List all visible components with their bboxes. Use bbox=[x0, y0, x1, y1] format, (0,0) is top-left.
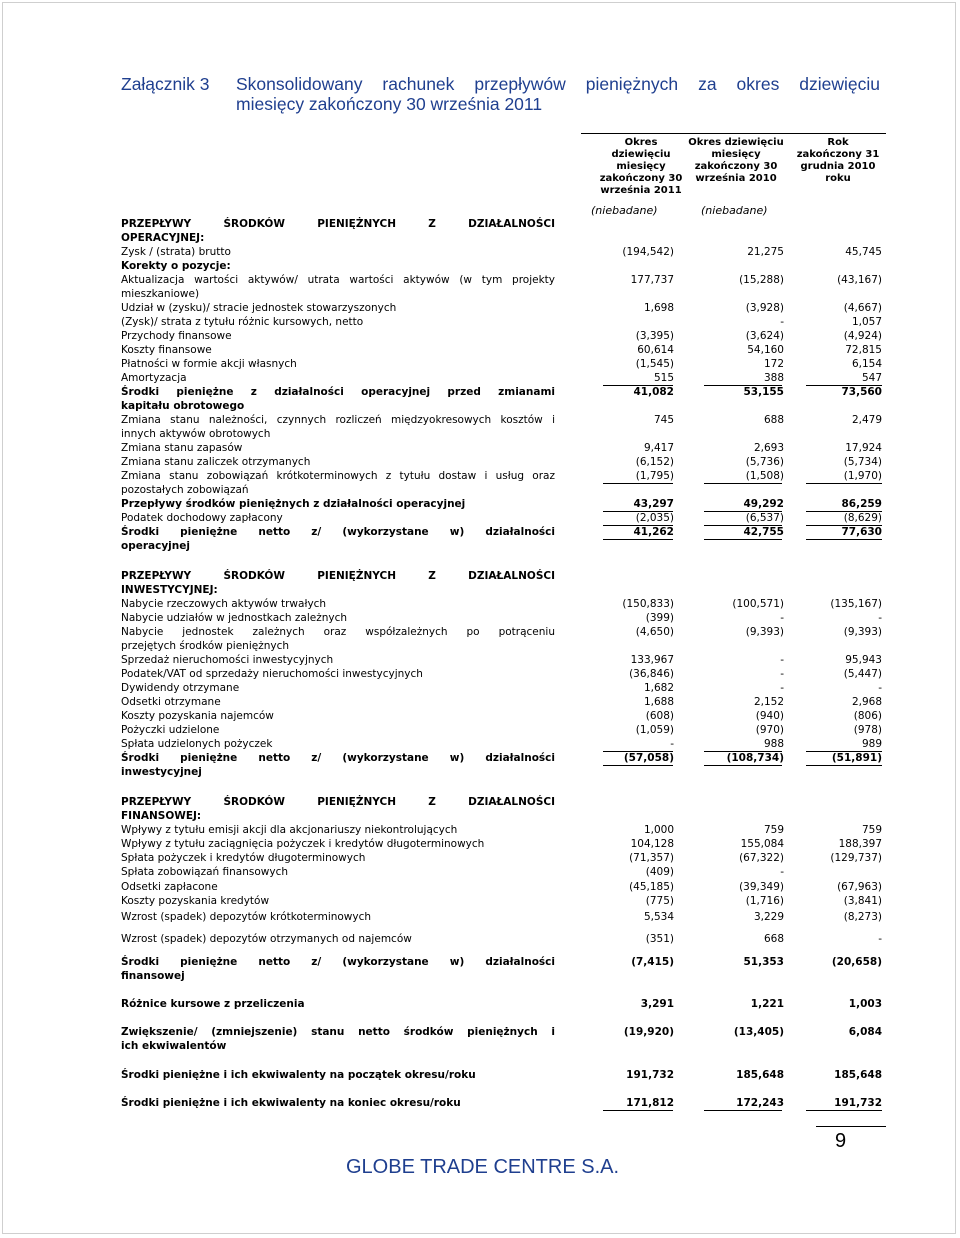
row-value: 1,003 bbox=[848, 998, 882, 1010]
table-row bbox=[121, 371, 886, 385]
table-row bbox=[121, 259, 886, 273]
row-label: Nabycie rzeczowych aktywów trwałych bbox=[121, 598, 327, 610]
row-value: 2,152 bbox=[753, 696, 784, 708]
column-header-line: Okres dziewięciu bbox=[688, 137, 784, 148]
row-label: Zmiana stanu zapasów bbox=[121, 442, 243, 454]
table-row bbox=[121, 1025, 886, 1052]
table-row bbox=[121, 1068, 886, 1082]
table-row bbox=[121, 469, 886, 496]
row-label: Przepływy środków pieniężnych z działalności operacyjnej bbox=[121, 498, 466, 510]
row-label: Aktualizacja wartości aktywów/ utrata wartości aktywów (w tym projekty bbox=[121, 274, 555, 286]
row-label: Wzrost (spadek) depozytów otrzymanych od najemców bbox=[121, 933, 412, 945]
row-label: Różnice kursowe z przeliczenia bbox=[121, 998, 305, 1010]
row-value: (1,059) bbox=[635, 724, 674, 736]
table-row bbox=[121, 273, 886, 300]
row-label: Koszty pozyskania najemców bbox=[121, 710, 274, 722]
column-header-line: miesięcy bbox=[616, 161, 666, 172]
row-label: (Zysk)/ strata z tytułu różnic kursowych, netto bbox=[121, 316, 364, 328]
company-name: GLOBE TRADE CENTRE S.A. bbox=[346, 1156, 620, 1178]
total-underline bbox=[704, 525, 782, 526]
row-value: (775) bbox=[645, 895, 674, 907]
row-label: Odsetki otrzymane bbox=[121, 696, 221, 708]
row-value: (1,716) bbox=[745, 895, 784, 907]
row-value: - bbox=[780, 654, 784, 666]
row-value: - bbox=[780, 612, 784, 624]
row-value: - bbox=[670, 738, 674, 750]
row-value: 2,968 bbox=[851, 696, 882, 708]
total-underline bbox=[806, 539, 882, 540]
table-row bbox=[121, 245, 886, 259]
row-label: pozostałych zobowiązań bbox=[121, 484, 249, 496]
row-value: 191,732 bbox=[834, 1097, 882, 1109]
total-underline bbox=[603, 483, 673, 484]
row-value: - bbox=[780, 682, 784, 694]
table-row bbox=[121, 413, 886, 440]
row-value: 688 bbox=[763, 414, 784, 426]
table-row bbox=[121, 611, 886, 625]
row-value: 21,275 bbox=[747, 246, 784, 258]
row-label: Spłata zobowiązań finansowych bbox=[121, 866, 289, 878]
row-value: (71,357) bbox=[629, 852, 674, 864]
row-label: Wpływy z tytułu zaciągnięcia pożyczek i kredytów długoterminowych bbox=[121, 838, 485, 850]
row-value: 45,745 bbox=[845, 246, 882, 258]
row-label: Wzrost (spadek) depozytów krótkoterminowych bbox=[121, 911, 372, 923]
total-underline bbox=[806, 511, 882, 512]
row-value: 17,924 bbox=[845, 442, 882, 454]
row-value: (1,545) bbox=[635, 358, 674, 370]
table-row bbox=[121, 667, 886, 681]
row-value: (3,395) bbox=[635, 330, 674, 342]
column-header-line: grudnia 2010 bbox=[800, 161, 876, 172]
table-row bbox=[121, 894, 886, 908]
row-label: Podatek/VAT od sprzedaży nieruchomości inwestycyjnych bbox=[121, 668, 423, 680]
total-underline bbox=[603, 525, 673, 526]
row-value: 1,000 bbox=[643, 824, 674, 836]
row-value: 172 bbox=[763, 358, 784, 370]
row-value: 53,155 bbox=[743, 386, 784, 398]
table-row bbox=[121, 343, 886, 357]
row-value: 86,259 bbox=[841, 498, 882, 510]
table-row bbox=[121, 997, 886, 1011]
row-label: PRZEPŁYWY ŚRODKÓW PIENIĘŻNYCH Z DZIAŁALNOŚCI bbox=[121, 218, 555, 230]
unaudited-note-2011: (niebadane) bbox=[591, 204, 658, 217]
page-number-rule bbox=[816, 1126, 886, 1127]
row-label: FINANSOWEJ: bbox=[121, 810, 202, 822]
row-label: PRZEPŁYWY ŚRODKÓW PIENIĘŻNYCH Z DZIAŁALNOŚCI bbox=[121, 570, 555, 582]
row-value: (5,736) bbox=[745, 456, 784, 468]
table-row bbox=[121, 329, 886, 343]
row-value: (15,288) bbox=[739, 274, 784, 286]
row-label: Zwiększenie/ (zmniejszenie) stanu netto środków pieniężnych i bbox=[121, 1026, 555, 1038]
row-label: Koszty pozyskania kredytów bbox=[121, 895, 270, 907]
total-underline bbox=[603, 385, 673, 386]
table-row bbox=[121, 880, 886, 894]
row-value: 177,737 bbox=[630, 274, 674, 286]
row-value: 2,693 bbox=[753, 442, 784, 454]
table-row bbox=[121, 315, 886, 329]
table-row bbox=[121, 385, 886, 412]
row-value: 1,688 bbox=[643, 696, 674, 708]
row-label: Zmiana stanu zobowiązań krótkoterminowych z tytułu dostaw i usług oraz bbox=[121, 470, 555, 482]
row-value: - bbox=[878, 682, 882, 694]
row-value: (150,833) bbox=[622, 598, 674, 610]
row-label: Płatności w formie akcji własnych bbox=[121, 358, 297, 370]
row-value: (19,920) bbox=[623, 1026, 674, 1038]
column-header-line: września 2011 bbox=[600, 185, 682, 196]
row-value: 171,812 bbox=[626, 1097, 674, 1109]
row-value: 42,755 bbox=[743, 526, 784, 538]
row-label: Wpływy z tytułu emisji akcji dla akcjonariuszy niekontrolujących bbox=[121, 824, 458, 836]
row-value: (9,393) bbox=[843, 626, 882, 638]
row-label: Przychody finansowe bbox=[121, 330, 232, 342]
row-value: (51,891) bbox=[831, 752, 882, 764]
total-underline bbox=[603, 1110, 673, 1111]
table-row bbox=[121, 357, 886, 371]
row-value: - bbox=[780, 668, 784, 680]
row-value: 49,292 bbox=[743, 498, 784, 510]
total-underline bbox=[806, 751, 882, 752]
row-value: (36,846) bbox=[629, 668, 674, 680]
row-value: (39,349) bbox=[739, 881, 784, 893]
row-value: (1,795) bbox=[635, 470, 674, 482]
row-value: (351) bbox=[645, 933, 674, 945]
row-value: 5,534 bbox=[643, 911, 674, 923]
page-number: 9 bbox=[835, 1130, 847, 1152]
row-label: Nabycie jednostek zależnych oraz współzależnych po potrąceniu bbox=[121, 626, 555, 638]
row-label: operacyjnej bbox=[121, 540, 190, 552]
row-value: 1,682 bbox=[643, 682, 674, 694]
row-label: Pożyczki udzielone bbox=[121, 724, 220, 736]
row-label: OPERACYJNEJ: bbox=[121, 232, 205, 244]
column-header-line: zakończony 31 bbox=[796, 149, 880, 160]
total-underline bbox=[704, 539, 782, 540]
table-row bbox=[121, 851, 886, 865]
row-value: 133,967 bbox=[630, 654, 674, 666]
row-label: ich ekwiwalentów bbox=[121, 1040, 227, 1052]
title-line-1: Skonsolidowany rachunek przepływów pieniężnych za okres dziewięciu bbox=[236, 74, 880, 94]
row-label: Spłata pożyczek i kredytów długoterminowych bbox=[121, 852, 366, 864]
row-label: Amortyzacja bbox=[121, 372, 187, 384]
row-value: 1,221 bbox=[750, 998, 784, 1010]
row-value: 6,084 bbox=[848, 1026, 882, 1038]
table-row bbox=[121, 751, 886, 778]
row-value: 155,084 bbox=[740, 838, 784, 850]
row-value: (399) bbox=[645, 612, 674, 624]
row-label: Zmiana stanu należności, czynnych rozliczeń międzyokresowych kosztów i bbox=[121, 414, 555, 426]
row-value: 41,082 bbox=[633, 386, 674, 398]
row-value: (45,185) bbox=[629, 881, 674, 893]
row-value: (20,658) bbox=[831, 956, 882, 968]
row-label: INWESTYCYJNEJ: bbox=[121, 584, 218, 596]
table-row bbox=[121, 511, 886, 525]
row-value: (13,405) bbox=[733, 1026, 784, 1038]
table-row bbox=[121, 910, 886, 924]
row-label: Udział w (zysku)/ stracie jednostek stowarzyszonych bbox=[121, 302, 397, 314]
row-value: (9,393) bbox=[745, 626, 784, 638]
row-label: Środki pieniężne netto z/ (wykorzystane w) działalności bbox=[121, 526, 555, 538]
row-label: Spłata udzielonych pożyczek bbox=[121, 738, 273, 750]
row-label: Środki pieniężne i ich ekwiwalenty na koniec okresu/roku bbox=[121, 1097, 461, 1109]
row-value: 759 bbox=[861, 824, 882, 836]
table-row bbox=[121, 525, 886, 552]
total-underline bbox=[603, 765, 673, 766]
total-underline bbox=[704, 511, 782, 512]
column-header-line: miesięcy bbox=[711, 149, 761, 160]
table-row bbox=[121, 865, 886, 879]
total-underline bbox=[704, 765, 782, 766]
row-label: Zysk / (strata) brutto bbox=[121, 246, 231, 258]
row-value: 72,815 bbox=[845, 344, 882, 356]
total-underline bbox=[806, 1110, 882, 1111]
table-row bbox=[121, 695, 886, 709]
row-value: (1,970) bbox=[843, 470, 882, 482]
row-label: Dywidendy otrzymane bbox=[121, 682, 240, 694]
row-value: 60,614 bbox=[637, 344, 674, 356]
row-value: (3,841) bbox=[843, 895, 882, 907]
row-label: PRZEPŁYWY ŚRODKÓW PIENIĘŻNYCH Z DZIAŁALNOŚCI bbox=[121, 796, 555, 808]
row-value: 185,648 bbox=[834, 1069, 882, 1081]
row-value: (940) bbox=[755, 710, 784, 722]
row-value: 1,698 bbox=[643, 302, 674, 314]
row-value: 2,479 bbox=[851, 414, 882, 426]
title-line-2: miesięcy zakończony 30 września 2011 bbox=[236, 94, 543, 114]
table-row bbox=[121, 837, 886, 851]
column-header-line: roku bbox=[825, 173, 851, 184]
row-value: (3,928) bbox=[745, 302, 784, 314]
total-underline bbox=[806, 483, 882, 484]
table-row bbox=[121, 1096, 886, 1110]
row-value: 73,560 bbox=[841, 386, 882, 398]
table-row bbox=[121, 955, 886, 982]
table-row bbox=[121, 625, 886, 652]
column-header-2010 bbox=[680, 137, 792, 185]
row-value: 1,057 bbox=[851, 316, 882, 328]
row-value: 988 bbox=[763, 738, 784, 750]
total-underline bbox=[704, 751, 782, 752]
row-value: (43,167) bbox=[837, 274, 882, 286]
total-underline bbox=[806, 765, 882, 766]
table-row bbox=[121, 737, 886, 751]
total-underline bbox=[603, 511, 673, 512]
total-underline bbox=[806, 525, 882, 526]
row-label: Środki pieniężne netto z/ (wykorzystane w) działalności bbox=[121, 956, 555, 968]
row-value: 51,353 bbox=[743, 956, 784, 968]
row-value: (100,571) bbox=[732, 598, 784, 610]
row-label: inwestycyjnej bbox=[121, 766, 202, 778]
table-row bbox=[121, 217, 886, 244]
row-value: (1,508) bbox=[745, 470, 784, 482]
row-value: (108,734) bbox=[726, 752, 784, 764]
row-value: 388 bbox=[763, 372, 784, 384]
column-header-line: września 2010 bbox=[695, 173, 777, 184]
row-value: (409) bbox=[645, 866, 674, 878]
total-underline bbox=[603, 539, 673, 540]
table-row bbox=[121, 441, 886, 455]
row-value: (135,167) bbox=[830, 598, 882, 610]
row-value: 3,229 bbox=[753, 911, 784, 923]
total-underline bbox=[806, 385, 882, 386]
row-value: (3,624) bbox=[745, 330, 784, 342]
row-value: 41,262 bbox=[633, 526, 674, 538]
row-label: Korekty o pozycje: bbox=[121, 260, 231, 272]
column-header-line: Rok bbox=[827, 137, 849, 148]
row-value: (4,650) bbox=[635, 626, 674, 638]
table-row bbox=[121, 681, 886, 695]
table-row bbox=[121, 301, 886, 315]
row-value: (970) bbox=[755, 724, 784, 736]
table-row bbox=[121, 653, 886, 667]
row-value: (194,542) bbox=[622, 246, 674, 258]
row-value: (2,035) bbox=[635, 512, 674, 524]
row-value: - bbox=[878, 933, 882, 945]
row-value: 745 bbox=[653, 414, 674, 426]
row-value: (7,415) bbox=[631, 956, 674, 968]
total-underline bbox=[603, 751, 673, 752]
row-label: Środki pieniężne netto z/ (wykorzystane w) działalności bbox=[121, 752, 555, 764]
row-value: (57,058) bbox=[623, 752, 674, 764]
row-value: (67,963) bbox=[837, 881, 882, 893]
row-value: 759 bbox=[763, 824, 784, 836]
row-value: 3,291 bbox=[640, 998, 674, 1010]
table-row bbox=[121, 497, 886, 511]
row-value: (4,667) bbox=[843, 302, 882, 314]
row-value: 95,943 bbox=[845, 654, 882, 666]
row-value: 77,630 bbox=[841, 526, 882, 538]
row-label: Środki pieniężne i ich ekwiwalenty na początek okresu/roku bbox=[121, 1069, 476, 1081]
row-value: 9,417 bbox=[643, 442, 674, 454]
table-row bbox=[121, 932, 886, 946]
column-header-line: zakończony 30 bbox=[694, 161, 778, 172]
row-value: (129,737) bbox=[830, 852, 882, 864]
row-label: innych aktywów obrotowych bbox=[121, 428, 271, 440]
row-label: mieszkaniowe) bbox=[121, 288, 200, 300]
row-value: (5,447) bbox=[843, 668, 882, 680]
column-header-line: Okres bbox=[624, 137, 658, 148]
table-row bbox=[121, 709, 886, 723]
table-row bbox=[121, 569, 886, 596]
row-value: (6,152) bbox=[635, 456, 674, 468]
row-value: 191,732 bbox=[626, 1069, 674, 1081]
total-underline bbox=[704, 483, 782, 484]
column-header-line: dziewięciu bbox=[611, 149, 671, 160]
table-row bbox=[121, 597, 886, 611]
row-value: (806) bbox=[853, 710, 882, 722]
table-row bbox=[121, 455, 886, 469]
total-underline bbox=[704, 1110, 782, 1111]
row-value: 43,297 bbox=[633, 498, 674, 510]
row-value: (608) bbox=[645, 710, 674, 722]
row-value: 54,160 bbox=[747, 344, 784, 356]
header-rule bbox=[581, 133, 886, 134]
row-label: Nabycie udziałów w jednostkach zależnych bbox=[121, 612, 348, 624]
row-value: - bbox=[780, 316, 784, 328]
annex-number: Załącznik 3 bbox=[121, 74, 210, 94]
column-header-year-2010 bbox=[790, 137, 886, 185]
row-label: kapitału obrotowego bbox=[121, 400, 245, 412]
row-value: - bbox=[780, 866, 784, 878]
table-row bbox=[121, 723, 886, 737]
table-row bbox=[121, 823, 886, 837]
row-value: 547 bbox=[861, 372, 882, 384]
row-label: Odsetki zapłacone bbox=[121, 881, 218, 893]
row-label: przejętych środków pieniężnych bbox=[121, 640, 290, 652]
row-value: 6,154 bbox=[851, 358, 882, 370]
row-value: 989 bbox=[861, 738, 882, 750]
row-label: Sprzedaż nieruchomości inwestycyjnych bbox=[121, 654, 334, 666]
row-label: Środki pieniężne z działalności operacyjnej przed zmianami bbox=[121, 386, 555, 398]
row-value: 172,243 bbox=[736, 1097, 784, 1109]
row-value: (4,924) bbox=[843, 330, 882, 342]
column-header-line: zakończony 30 bbox=[599, 173, 683, 184]
unaudited-note-2010: (niebadane) bbox=[701, 204, 768, 217]
total-underline bbox=[704, 385, 782, 386]
row-value: 104,128 bbox=[630, 838, 674, 850]
row-value: 185,648 bbox=[736, 1069, 784, 1081]
row-value: (8,273) bbox=[843, 911, 882, 923]
row-value: (8,629) bbox=[843, 512, 882, 524]
row-value: 188,397 bbox=[838, 838, 882, 850]
row-value: (6,537) bbox=[745, 512, 784, 524]
row-value: 515 bbox=[653, 372, 674, 384]
row-value: (5,734) bbox=[843, 456, 882, 468]
row-value: 668 bbox=[763, 933, 784, 945]
row-label: Podatek dochodowy zapłacony bbox=[121, 512, 283, 524]
row-value: (978) bbox=[853, 724, 882, 736]
row-value: - bbox=[878, 612, 882, 624]
row-label: finansowej bbox=[121, 970, 185, 982]
row-value: (67,322) bbox=[739, 852, 784, 864]
table-row bbox=[121, 795, 886, 822]
row-label: Koszty finansowe bbox=[121, 344, 212, 356]
row-label: Zmiana stanu zaliczek otrzymanych bbox=[121, 456, 311, 468]
